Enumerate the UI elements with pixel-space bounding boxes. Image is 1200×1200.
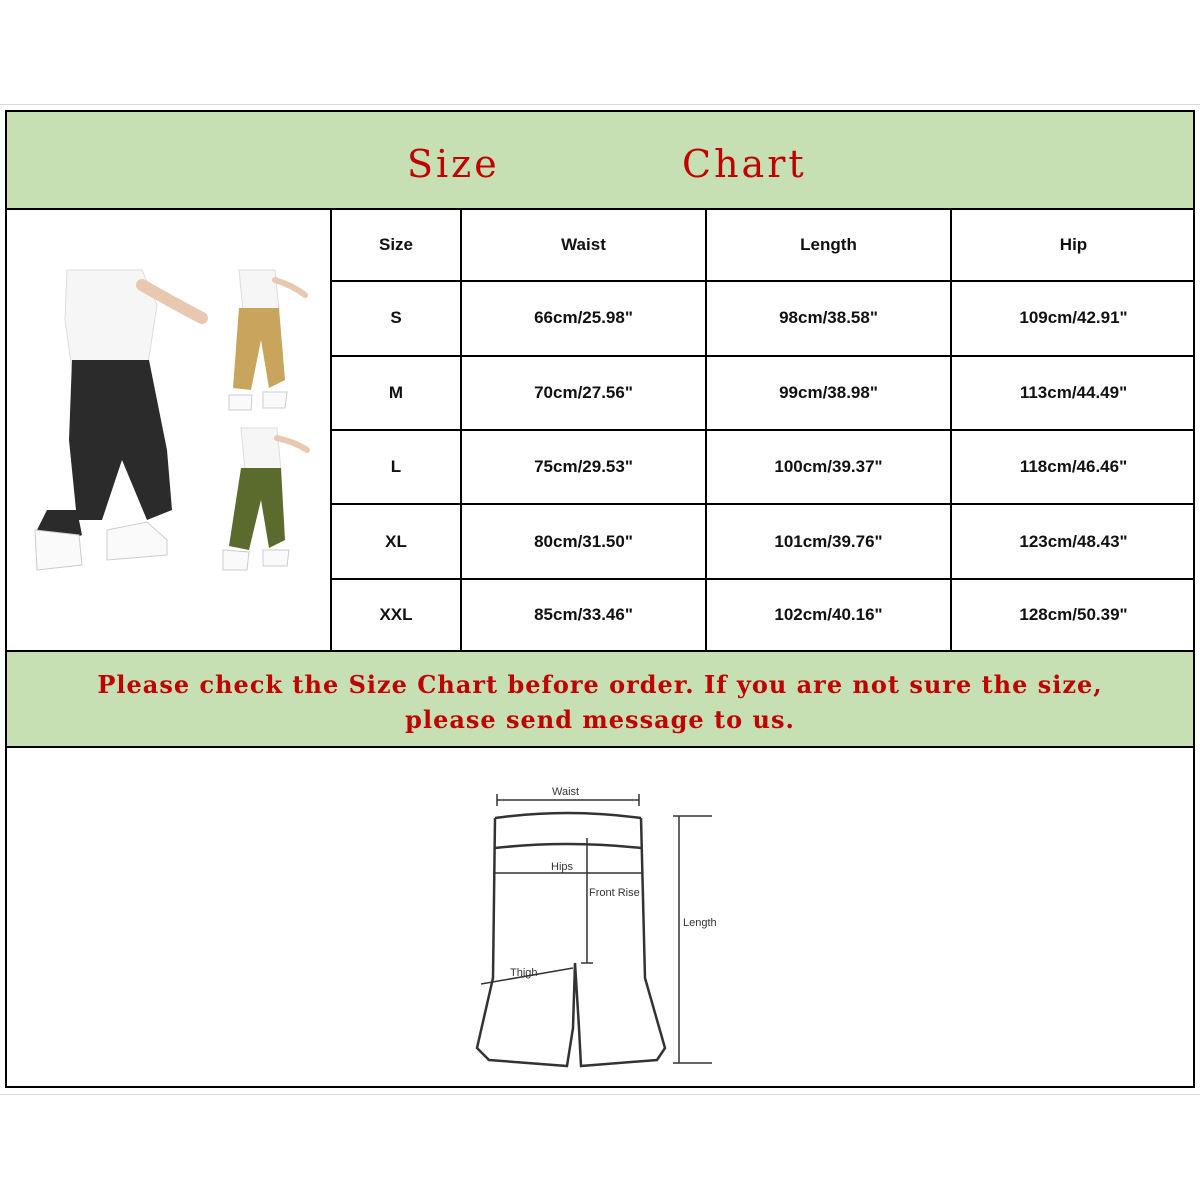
title-word-chart: Chart [682, 142, 807, 186]
cell-waist: 80cm/31.50" [461, 504, 706, 578]
cell-hip: 123cm/48.43" [951, 504, 1195, 578]
table-row [332, 356, 1195, 430]
cell-size: XL [332, 504, 461, 578]
cell-size: L [332, 430, 461, 504]
cell-length: 102cm/40.16" [706, 579, 951, 650]
cell-hip: 113cm/44.49" [951, 356, 1195, 430]
front-rise-arrow [581, 838, 593, 963]
length-label: Length [683, 917, 717, 929]
pants-models-illustration [7, 210, 330, 650]
grid-line-bottom [0, 1094, 1200, 1095]
table-row [332, 504, 1195, 578]
length-arrow [673, 816, 712, 1063]
cell-waist: 85cm/33.46" [461, 579, 706, 650]
size-table [332, 210, 1195, 650]
cell-size: XXL [332, 579, 461, 650]
size-chart-sheet [5, 110, 1195, 1088]
model-olive-pants [223, 428, 307, 570]
cell-waist: 70cm/27.56" [461, 356, 706, 430]
table-row [332, 281, 1195, 355]
cell-size: M [332, 356, 461, 430]
title-word-size: Size [407, 142, 500, 186]
notice-band [7, 650, 1193, 748]
model-khaki-pants [229, 270, 305, 410]
thigh-label: Thigh [510, 967, 538, 979]
table-row [332, 430, 1195, 504]
hips-label: Hips [551, 861, 574, 873]
cell-length: 98cm/38.58" [706, 281, 951, 355]
table-header-row [332, 210, 1195, 281]
grid-line-top [0, 104, 1200, 105]
cell-length: 99cm/38.98" [706, 356, 951, 430]
cell-length: 100cm/39.37" [706, 430, 951, 504]
front-rise-label: Front Rise [589, 887, 640, 899]
notice-line-2: please send message to us. [405, 705, 795, 734]
header-size: Size [332, 210, 461, 281]
waist-label: Waist [552, 786, 580, 798]
notice-line-1: Please check the Size Chart before order. If you are not sure the size, [97, 670, 1103, 699]
cell-waist: 66cm/25.98" [461, 281, 706, 355]
shorts-outline [477, 813, 665, 1066]
header-length: Length [706, 210, 951, 281]
cell-hip: 118cm/46.46" [951, 430, 1195, 504]
header-hip: Hip [951, 210, 1195, 281]
cell-hip: 109cm/42.91" [951, 281, 1195, 355]
title-band [7, 112, 1193, 210]
cell-hip: 128cm/50.39" [951, 579, 1195, 650]
measurement-diagram-cell [7, 748, 1193, 1088]
cell-waist: 75cm/29.53" [461, 430, 706, 504]
header-waist: Waist [461, 210, 706, 281]
cell-length: 101cm/39.76" [706, 504, 951, 578]
product-photo [7, 210, 332, 650]
shorts-measurement-diagram [7, 748, 1193, 1088]
cell-size: S [332, 281, 461, 355]
model-black-pants [35, 270, 202, 570]
table-row [332, 579, 1195, 650]
